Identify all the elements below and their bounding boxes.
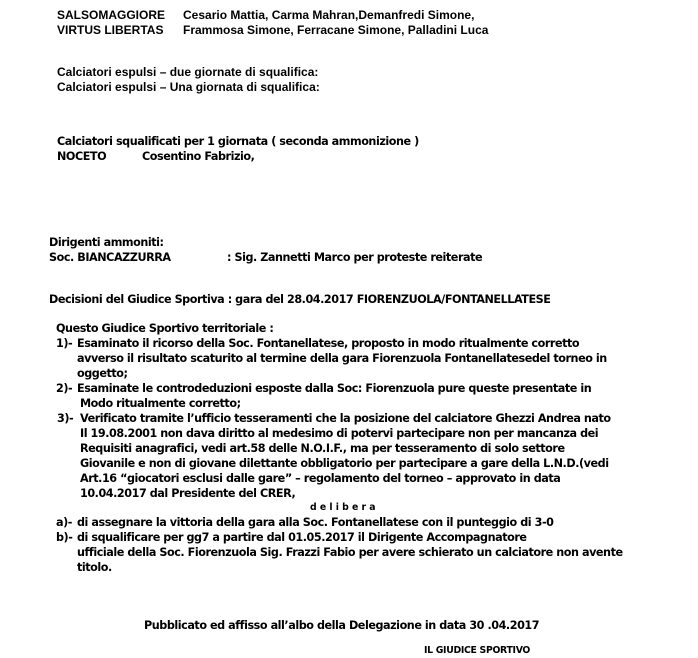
squad-players: Cesario Mattia, Carma Mahran,Demanfredi Simone, xyxy=(183,8,475,22)
expelled-one-day: Calciatori espulsi – Una giornata di squalifica: xyxy=(57,80,320,94)
verdict-line: di squalificare per gg7 a partire dal 01.05.2017 il Dirigente Accompagnatore xyxy=(77,531,527,544)
verdict-line: titolo. xyxy=(77,561,112,574)
second-caution-team: NOCETO xyxy=(57,150,107,163)
verdict-line: ufficiale della Soc. Fiorenzuola Sig. Frazzi Fabio per avere schierato un calciatore non avente xyxy=(77,546,623,559)
item-line: Esaminate le controdeduzioni esposte dalla Soc: Fiorenzuola pure queste presentate in xyxy=(77,382,592,395)
decision-intro: Questo Giudice Sportivo territoriale : xyxy=(56,322,274,335)
item-marker: 2)- xyxy=(56,382,73,395)
item-marker: 1)- xyxy=(56,337,73,350)
verdict-line: di assegnare la vittoria della gara alla Soc. Fontanellatese con il punteggio di 3-0 xyxy=(77,516,554,529)
verdict-marker: b)- xyxy=(56,531,73,544)
expelled-two-days: Calciatori espulsi – due giornate di squalifica: xyxy=(57,65,319,79)
item-line: Esaminato il ricorso della Soc. Fontanellatese, proposto in modo ritualmente corretto xyxy=(77,337,580,350)
item-line: Modo ritualmente corretto; xyxy=(80,397,241,410)
item-line: Giovanile e non di giovane dilettante obbligatorio per partecipare a gare della L.N.D.(vedi xyxy=(80,457,609,470)
item-line: Art.16 “giocatori esclusi dalle gare” – regolamento del torneo – approvato in data xyxy=(80,472,561,485)
item-line: avverso il risultato scaturito al termine della gara Fiorenzuola Fontanellatesedel torneo in xyxy=(77,352,607,365)
publication-note: Pubblicato ed affisso all’albo della Delegazione in data 30 .04.2017 xyxy=(144,619,540,632)
decision-heading: Decisioni del Giudice Sportiva : gara del 28.04.2017 FIORENZUOLA/FONTANELLATESE xyxy=(49,293,551,306)
item-line: Il 19.08.2001 non dava diritto al medesimo di potervi partecipare non per mancanza dei xyxy=(80,427,599,440)
second-caution-player: Cosentino Fabrizio, xyxy=(142,150,255,163)
signature: IL GIUDICE SPORTIVO xyxy=(424,645,531,656)
item-line: 10.04.2017 dal Presidente del CRER, xyxy=(80,487,296,500)
item-line: Requisiti anagrafici, vedi art.58 delle N.O.I.F., ma per tesseramento di solo settore xyxy=(80,442,565,455)
squad-team: SALSOMAGGIORE xyxy=(57,8,166,22)
managers-heading: Dirigenti ammoniti: xyxy=(49,236,164,249)
item-line: Verificato tramite l’ufficio tesseramenti che la posizione del calciatore Ghezzi Andrea nato xyxy=(80,412,611,425)
managers-detail: : Sig. Zannetti Marco per proteste reiterate xyxy=(227,251,483,264)
verdict-marker: a)- xyxy=(56,516,72,529)
second-caution-heading: Calciatori squalificati per 1 giornata ( seconda ammonizione ) xyxy=(57,135,419,148)
item-line: oggetto; xyxy=(77,367,128,380)
verdict-title: delibera xyxy=(310,502,379,513)
managers-club: Soc. BIANCAZZURRA xyxy=(49,251,171,264)
item-marker: 3)- xyxy=(57,412,74,425)
squad-team: VIRTUS LIBERTAS xyxy=(57,23,164,37)
squad-players: Frammosa Simone, Ferracane Simone, Palladini Luca xyxy=(183,23,489,37)
